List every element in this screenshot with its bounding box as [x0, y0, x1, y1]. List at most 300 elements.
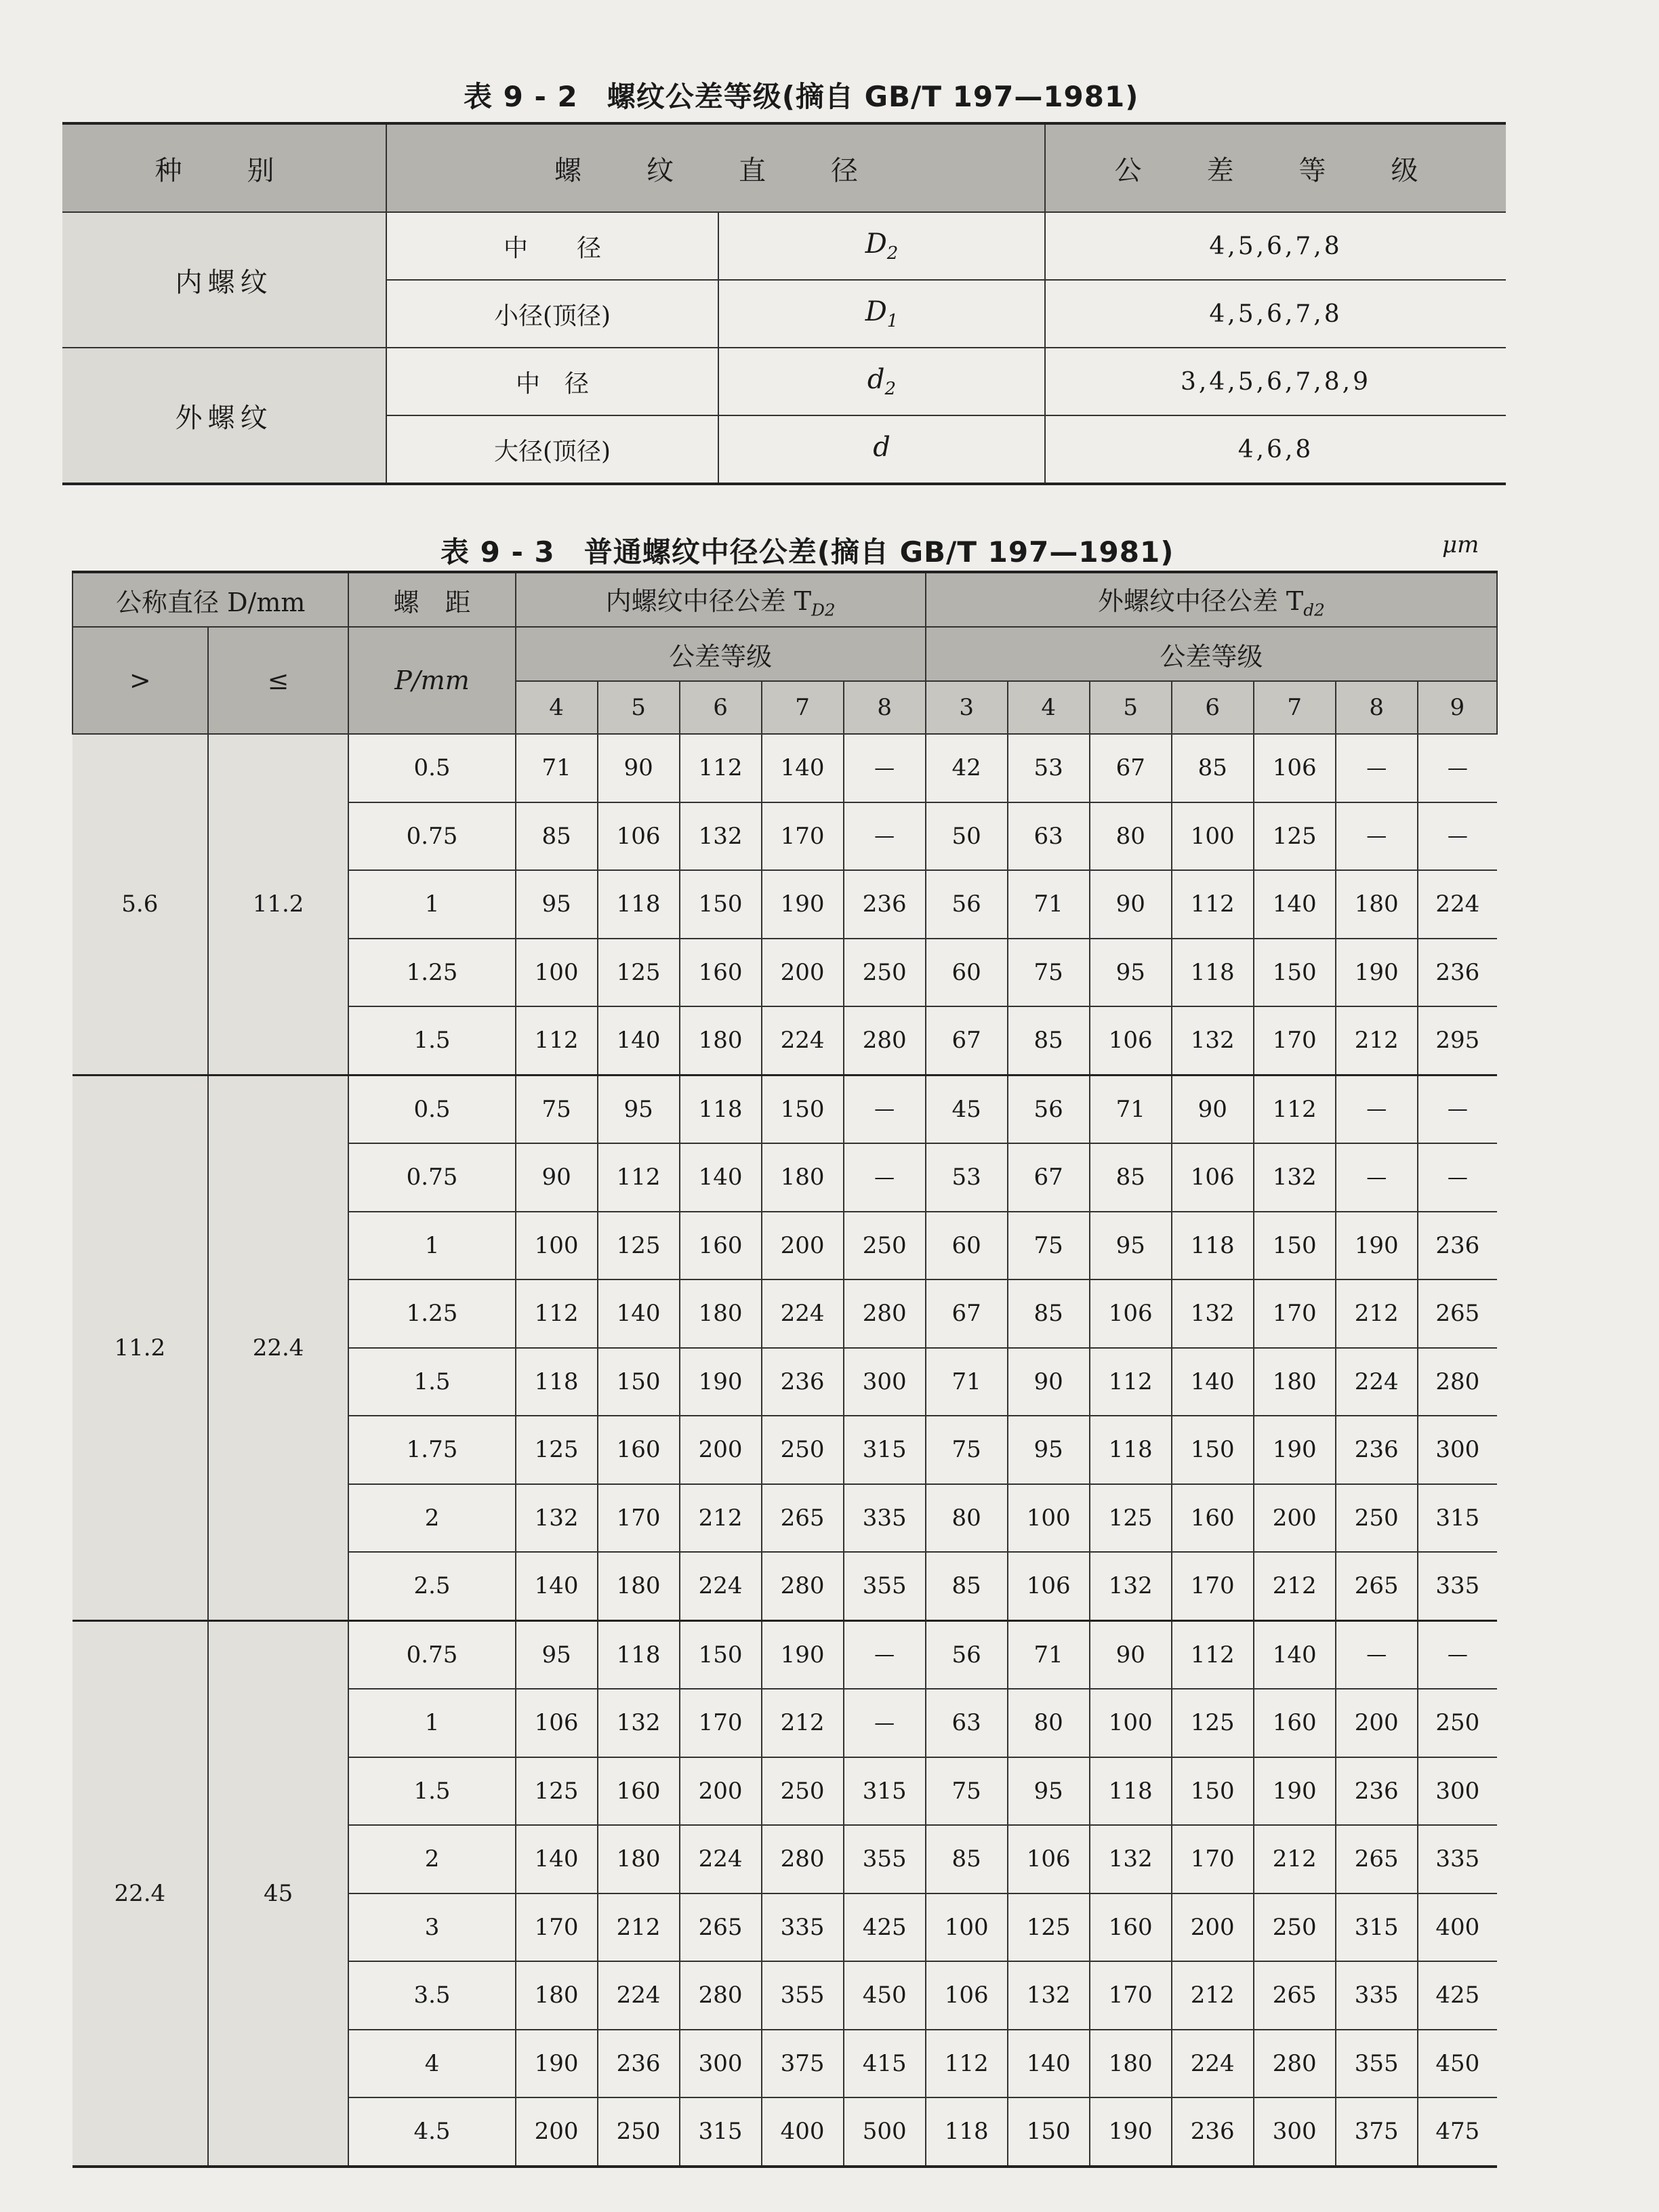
external-tolerance-value: 170	[1254, 1006, 1336, 1075]
external-grade-header: 9	[1418, 681, 1497, 734]
external-tolerance-value: 150	[1254, 939, 1336, 1007]
external-tolerance-value: 63	[1008, 802, 1090, 871]
external-tolerance-value: 335	[1336, 1961, 1418, 2030]
internal-tolerance-value: 280	[844, 1279, 926, 1348]
external-tolerance-value: 236	[1336, 1757, 1418, 1826]
diameter-upper-bound: 45	[208, 1620, 349, 2167]
external-tolerance-value: 112	[926, 2030, 1008, 2098]
external-tolerance-value: 118	[1172, 939, 1254, 1007]
external-tolerance-value: 160	[1090, 1893, 1172, 1962]
external-tolerance-value: 71	[1008, 1620, 1090, 1689]
external-tolerance-value: 150	[1254, 1212, 1336, 1280]
external-tolerance-value: 150	[1172, 1416, 1254, 1484]
thread-type-cell: 内螺纹	[62, 212, 386, 348]
external-tolerance-value: —	[1418, 734, 1497, 802]
diameter-upper-bound: 22.4	[208, 1075, 349, 1620]
internal-tolerance-value: 200	[680, 1416, 762, 1484]
internal-tolerance-value: 355	[844, 1552, 926, 1620]
internal-tolerance-value: 212	[680, 1484, 762, 1553]
external-tolerance-value: 95	[1090, 939, 1172, 1007]
external-tolerance-value: 85	[1172, 734, 1254, 802]
external-tolerance-value: 90	[1090, 1620, 1172, 1689]
external-tolerance-value: 45	[926, 1075, 1008, 1143]
internal-tolerance-value: 118	[680, 1075, 762, 1143]
pitch-cell: 1.5	[348, 1757, 515, 1826]
table-row	[62, 212, 1506, 280]
external-tolerance-value: 75	[926, 1757, 1008, 1826]
header-external-grade: 公差等级	[926, 627, 1497, 681]
internal-tolerance-value: 190	[762, 1620, 844, 1689]
internal-tolerance-value: 160	[680, 939, 762, 1007]
internal-tolerance-value: 112	[680, 734, 762, 802]
external-tolerance-value: 80	[926, 1484, 1008, 1553]
header-pitch-unit: P/mm	[348, 627, 515, 734]
external-tolerance-value: 75	[1008, 1212, 1090, 1280]
external-tolerance-value: 400	[1418, 1893, 1497, 1962]
external-tolerance-value: 236	[1418, 1212, 1497, 1280]
internal-tolerance-value: 250	[844, 939, 926, 1007]
external-tolerance-value: —	[1418, 1620, 1497, 1689]
internal-tolerance-value: 425	[844, 1893, 926, 1962]
internal-tolerance-value: 100	[516, 1212, 598, 1280]
pitch-cell: 1.25	[348, 939, 515, 1007]
internal-tolerance-value: 180	[598, 1552, 680, 1620]
internal-tolerance-value: 140	[680, 1143, 762, 1212]
internal-tolerance-value: 450	[844, 1961, 926, 2030]
diameter-lower-bound: 22.4	[73, 1620, 208, 2167]
tolerance-levels-cell: 4,6,8	[1045, 415, 1506, 484]
external-tolerance-value: 85	[1008, 1006, 1090, 1075]
external-tolerance-value: 106	[926, 1961, 1008, 2030]
internal-tolerance-value: 95	[516, 1620, 598, 1689]
external-tolerance-value: 85	[1090, 1143, 1172, 1212]
external-tolerance-value: 100	[926, 1893, 1008, 1962]
internal-tolerance-value: 106	[516, 1689, 598, 1757]
internal-tolerance-value: 112	[516, 1279, 598, 1348]
table-row	[73, 1620, 1497, 1689]
external-tolerance-value: 95	[1090, 1212, 1172, 1280]
pitch-cell: 1.25	[348, 1279, 515, 1348]
external-tolerance-value: 180	[1336, 870, 1418, 939]
internal-tolerance-value: 150	[762, 1075, 844, 1143]
header-internal-grade: 公差等级	[516, 627, 926, 681]
internal-grade-header: 6	[680, 681, 762, 734]
internal-tolerance-value: 180	[680, 1006, 762, 1075]
external-tolerance-value: 56	[926, 870, 1008, 939]
internal-tolerance-value: 265	[762, 1484, 844, 1553]
internal-tolerance-value: 140	[516, 1825, 598, 1893]
internal-tolerance-value: 250	[598, 2097, 680, 2167]
pitch-cell: 2.5	[348, 1552, 515, 1620]
internal-tolerance-value: 500	[844, 2097, 926, 2167]
pitch-cell: 4.5	[348, 2097, 515, 2167]
symbol-letter: D	[865, 228, 887, 260]
external-grade-header: 5	[1090, 681, 1172, 734]
internal-tolerance-value: 236	[598, 2030, 680, 2098]
external-tolerance-value: 150	[1008, 2097, 1090, 2167]
internal-tolerance-value: 355	[762, 1961, 844, 2030]
internal-tolerance-value: 250	[762, 1757, 844, 1826]
external-tolerance-value: 112	[1172, 1620, 1254, 1689]
external-tolerance-value: —	[1418, 802, 1497, 871]
internal-tolerance-value: 160	[598, 1757, 680, 1826]
diameter-symbol-cell	[718, 212, 1045, 280]
table-9-3	[72, 571, 1498, 2168]
internal-tolerance-value: 170	[762, 802, 844, 871]
external-tolerance-value: 95	[1008, 1416, 1090, 1484]
external-tolerance-value: 140	[1254, 870, 1336, 939]
external-tolerance-value: 190	[1254, 1416, 1336, 1484]
pitch-cell: 3	[348, 1893, 515, 1962]
external-tolerance-value: 236	[1336, 1416, 1418, 1484]
internal-tolerance-value: 200	[680, 1757, 762, 1826]
external-tolerance-value: 125	[1172, 1689, 1254, 1757]
internal-tolerance-value: —	[844, 1075, 926, 1143]
pitch-cell: 1.5	[348, 1348, 515, 1416]
pitch-cell: 2	[348, 1484, 515, 1553]
external-tolerance-value: 212	[1254, 1552, 1336, 1620]
internal-tolerance-value: 180	[762, 1143, 844, 1212]
internal-tolerance-value: 140	[598, 1279, 680, 1348]
external-tolerance-value: 90	[1008, 1348, 1090, 1416]
internal-tolerance-value: 95	[598, 1075, 680, 1143]
header-external-tolerance	[926, 572, 1497, 627]
pitch-cell: 0.75	[348, 1143, 515, 1212]
external-tolerance-value: 212	[1254, 1825, 1336, 1893]
external-tolerance-value: —	[1336, 734, 1418, 802]
internal-tolerance-value: 125	[516, 1757, 598, 1826]
thread-type-cell: 外螺纹	[62, 348, 386, 484]
external-tolerance-value: 236	[1418, 939, 1497, 1007]
external-tolerance-value: 190	[1336, 1212, 1418, 1280]
pitch-cell: 1.75	[348, 1416, 515, 1484]
external-tolerance-value: 71	[926, 1348, 1008, 1416]
pitch-cell: 1	[348, 1689, 515, 1757]
external-tolerance-value: —	[1336, 1143, 1418, 1212]
external-tolerance-value: 335	[1418, 1552, 1497, 1620]
external-tolerance-value: 280	[1418, 1348, 1497, 1416]
external-tolerance-value: 180	[1254, 1348, 1336, 1416]
header-tolerance-grade: 公 差 等 级	[1045, 123, 1506, 212]
external-tolerance-value: 75	[926, 1416, 1008, 1484]
internal-tolerance-value: 95	[516, 870, 598, 939]
internal-tolerance-value: 280	[762, 1825, 844, 1893]
external-tolerance-value: 85	[926, 1552, 1008, 1620]
tolerance-levels-cell: 4,5,6,7,8	[1045, 280, 1506, 348]
internal-tolerance-value: 90	[598, 734, 680, 802]
internal-tolerance-value: 160	[598, 1416, 680, 1484]
internal-tolerance-value: 170	[598, 1484, 680, 1553]
external-tolerance-value: 212	[1336, 1006, 1418, 1075]
internal-tolerance-value: 90	[516, 1143, 598, 1212]
external-tolerance-value: 118	[926, 2097, 1008, 2167]
internal-grade-header: 4	[516, 681, 598, 734]
table-row	[62, 348, 1506, 415]
external-tolerance-value: 53	[926, 1143, 1008, 1212]
external-tolerance-value: 95	[1008, 1757, 1090, 1826]
external-tolerance-value: 132	[1008, 1961, 1090, 2030]
symbol-subscript: 2	[884, 379, 897, 399]
internal-tolerance-value: 112	[598, 1143, 680, 1212]
internal-tolerance-value: 106	[598, 802, 680, 871]
external-tolerance-value: 280	[1254, 2030, 1336, 2098]
external-tolerance-value: 63	[926, 1689, 1008, 1757]
internal-tolerance-value: 224	[680, 1552, 762, 1620]
external-tolerance-value: 42	[926, 734, 1008, 802]
internal-tolerance-value: 118	[598, 870, 680, 939]
pitch-cell: 0.5	[348, 734, 515, 802]
external-tolerance-value: 90	[1172, 1075, 1254, 1143]
external-tolerance-value: 67	[926, 1279, 1008, 1348]
external-tolerance-value: 250	[1418, 1689, 1497, 1757]
external-tolerance-value: —	[1336, 1075, 1418, 1143]
external-tolerance-value: 80	[1008, 1689, 1090, 1757]
internal-grade-header: 8	[844, 681, 926, 734]
header-pitch: 螺 距	[348, 572, 515, 627]
diameter-lower-bound: 11.2	[73, 1075, 208, 1620]
external-tolerance-value: 80	[1090, 802, 1172, 871]
symbol-letter: d	[873, 432, 890, 463]
external-grade-header: 3	[926, 681, 1008, 734]
internal-tolerance-value: 280	[844, 1006, 926, 1075]
external-tolerance-value: 60	[926, 939, 1008, 1007]
external-tolerance-value: 170	[1172, 1825, 1254, 1893]
external-tolerance-value: 106	[1254, 734, 1336, 802]
internal-tolerance-value: 236	[844, 870, 926, 939]
internal-tolerance-value: 71	[516, 734, 598, 802]
external-tolerance-value: 190	[1090, 2097, 1172, 2167]
header-diameter: 螺 纹 直 径	[386, 123, 1045, 212]
external-tolerance-value: 112	[1172, 870, 1254, 939]
external-tolerance-value: 170	[1172, 1552, 1254, 1620]
header-external-text: 外螺纹中径公差 T	[1097, 586, 1304, 616]
header-less-equal: ≤	[208, 627, 349, 734]
internal-tolerance-value: 190	[762, 870, 844, 939]
internal-tolerance-value: 170	[680, 1689, 762, 1757]
pitch-cell: 3.5	[348, 1961, 515, 2030]
external-tolerance-value: 60	[926, 1212, 1008, 1280]
internal-tolerance-value: 415	[844, 2030, 926, 2098]
pitch-cell: 2	[348, 1825, 515, 1893]
external-tolerance-value: 100	[1090, 1689, 1172, 1757]
external-tolerance-value: —	[1336, 1620, 1418, 1689]
external-tolerance-value: 106	[1008, 1825, 1090, 1893]
diameter-name-cell: 中 径	[386, 348, 718, 415]
external-tolerance-value: 315	[1336, 1893, 1418, 1962]
external-tolerance-value: 250	[1254, 1893, 1336, 1962]
external-tolerance-value: 224	[1336, 1348, 1418, 1416]
internal-tolerance-value: 180	[680, 1279, 762, 1348]
internal-tolerance-value: 140	[762, 734, 844, 802]
external-tolerance-value: 300	[1418, 1757, 1497, 1826]
external-tolerance-value: 100	[1172, 802, 1254, 871]
external-tolerance-value: 355	[1336, 2030, 1418, 2098]
header-internal-text: 内螺纹中径公差 T	[605, 586, 812, 616]
header-nominal-diameter: 公称直径 D/mm	[73, 572, 348, 627]
external-tolerance-value: 67	[1090, 734, 1172, 802]
external-grade-header: 7	[1254, 681, 1336, 734]
pitch-cell: 4	[348, 2030, 515, 2098]
external-grade-header: 8	[1336, 681, 1418, 734]
header-internal-tolerance	[516, 572, 926, 627]
external-grade-header: 4	[1008, 681, 1090, 734]
internal-tolerance-value: 400	[762, 2097, 844, 2167]
external-tolerance-value: 106	[1090, 1006, 1172, 1075]
external-tolerance-value: 425	[1418, 1961, 1497, 2030]
external-tolerance-value: 265	[1254, 1961, 1336, 2030]
external-tolerance-value: 224	[1418, 870, 1497, 939]
header-internal-sub: D2	[811, 600, 836, 620]
external-tolerance-value: 212	[1172, 1961, 1254, 2030]
external-tolerance-value: 140	[1008, 2030, 1090, 2098]
external-tolerance-value: —	[1336, 802, 1418, 871]
internal-tolerance-value: 224	[762, 1006, 844, 1075]
internal-tolerance-value: 132	[598, 1689, 680, 1757]
external-tolerance-value: 106	[1172, 1143, 1254, 1212]
external-tolerance-value: 200	[1172, 1893, 1254, 1962]
pitch-cell: 1	[348, 870, 515, 939]
internal-tolerance-value: 118	[598, 1620, 680, 1689]
diameter-symbol-cell	[718, 415, 1045, 484]
external-tolerance-value: 132	[1254, 1143, 1336, 1212]
internal-tolerance-value: 375	[762, 2030, 844, 2098]
internal-tolerance-value: —	[844, 802, 926, 871]
external-tolerance-value: 190	[1254, 1757, 1336, 1826]
table-9-2	[62, 122, 1506, 485]
internal-tolerance-value: 132	[516, 1484, 598, 1553]
external-tolerance-value: 71	[1008, 870, 1090, 939]
symbol-letter: d	[867, 364, 885, 395]
external-tolerance-value: 375	[1336, 2097, 1418, 2167]
external-tolerance-value: 170	[1254, 1279, 1336, 1348]
internal-tolerance-value: 335	[762, 1893, 844, 1962]
external-tolerance-value: 125	[1254, 802, 1336, 871]
external-tolerance-value: 475	[1418, 2097, 1497, 2167]
external-tolerance-value: 75	[1008, 939, 1090, 1007]
internal-tolerance-value: 315	[844, 1416, 926, 1484]
internal-tolerance-value: 125	[598, 1212, 680, 1280]
diameter-symbol-cell	[718, 348, 1045, 415]
external-tolerance-value: 190	[1336, 939, 1418, 1007]
internal-tolerance-value: 100	[516, 939, 598, 1007]
pitch-cell: 0.75	[348, 802, 515, 871]
diameter-upper-bound: 11.2	[208, 734, 349, 1075]
internal-tolerance-value: —	[844, 1689, 926, 1757]
internal-tolerance-value: 250	[844, 1212, 926, 1280]
external-tolerance-value: 132	[1090, 1825, 1172, 1893]
external-tolerance-value: 50	[926, 802, 1008, 871]
external-tolerance-value: 132	[1172, 1006, 1254, 1075]
internal-tolerance-value: 224	[762, 1279, 844, 1348]
internal-tolerance-value: 200	[762, 1212, 844, 1280]
symbol-subscript: 2	[886, 243, 899, 264]
internal-tolerance-value: —	[844, 1620, 926, 1689]
external-tolerance-value: 85	[1008, 1279, 1090, 1348]
external-tolerance-value: 100	[1008, 1484, 1090, 1553]
external-tolerance-value: 170	[1090, 1961, 1172, 2030]
external-tolerance-value: 160	[1254, 1689, 1336, 1757]
internal-tolerance-value: 315	[844, 1757, 926, 1826]
table-9-3-unit: μm	[1442, 531, 1479, 558]
external-tolerance-value: 67	[926, 1006, 1008, 1075]
header-type: 种 别	[62, 123, 386, 212]
external-tolerance-value: 125	[1090, 1484, 1172, 1553]
internal-tolerance-value: 200	[762, 939, 844, 1007]
internal-tolerance-value: 140	[598, 1006, 680, 1075]
table-row	[73, 734, 1497, 802]
external-tolerance-value: —	[1418, 1075, 1497, 1143]
internal-grade-header: 7	[762, 681, 844, 734]
internal-tolerance-value: 315	[680, 2097, 762, 2167]
internal-tolerance-value: 212	[598, 1893, 680, 1962]
external-tolerance-value: 315	[1418, 1484, 1497, 1553]
internal-tolerance-value: 200	[516, 2097, 598, 2167]
table-9-2-title: 表 9 - 2 螺纹公差等级(摘自 GB/T 197—1981)	[464, 80, 1139, 113]
internal-tolerance-value: 125	[516, 1416, 598, 1484]
internal-tolerance-value: 85	[516, 802, 598, 871]
external-tolerance-value: 300	[1418, 1416, 1497, 1484]
internal-tolerance-value: 118	[516, 1348, 598, 1416]
table-row	[73, 1075, 1497, 1143]
external-tolerance-value: 450	[1418, 2030, 1497, 2098]
external-tolerance-value: 265	[1336, 1825, 1418, 1893]
external-tolerance-value: 140	[1254, 1620, 1336, 1689]
internal-grade-header: 5	[598, 681, 680, 734]
external-tolerance-value: 71	[1090, 1075, 1172, 1143]
external-tolerance-value: 67	[1008, 1143, 1090, 1212]
external-tolerance-value: 90	[1090, 870, 1172, 939]
diameter-name-cell: 大径(顶径)	[386, 415, 718, 484]
internal-tolerance-value: —	[844, 1143, 926, 1212]
table-9-3-title: 表 9 - 3 普通螺纹中径公差(摘自 GB/T 197—1981)	[441, 535, 1174, 569]
internal-tolerance-value: 112	[516, 1006, 598, 1075]
pitch-cell: 0.75	[348, 1620, 515, 1689]
internal-tolerance-value: 150	[680, 1620, 762, 1689]
internal-tolerance-value: 75	[516, 1075, 598, 1143]
external-tolerance-value: 236	[1172, 2097, 1254, 2167]
internal-tolerance-value: 224	[680, 1825, 762, 1893]
external-tolerance-value: 85	[926, 1825, 1008, 1893]
internal-tolerance-value: 180	[516, 1961, 598, 2030]
external-tolerance-value: 118	[1172, 1212, 1254, 1280]
external-tolerance-value: 106	[1090, 1279, 1172, 1348]
external-tolerance-value: 56	[1008, 1075, 1090, 1143]
header-external-sub: d2	[1303, 600, 1325, 620]
external-tolerance-value: 250	[1336, 1484, 1418, 1553]
tolerance-levels-cell: 3,4,5,6,7,8,9	[1045, 348, 1506, 415]
symbol-subscript: 1	[886, 311, 899, 331]
diameter-name-cell: 小径(顶径)	[386, 280, 718, 348]
internal-tolerance-value: 125	[598, 939, 680, 1007]
pitch-cell: 1	[348, 1212, 515, 1280]
external-tolerance-value: 300	[1254, 2097, 1336, 2167]
external-tolerance-value: 112	[1254, 1075, 1336, 1143]
external-tolerance-value: 140	[1172, 1348, 1254, 1416]
diameter-name-cell: 中 径	[386, 212, 718, 280]
external-tolerance-value: 224	[1172, 2030, 1254, 2098]
symbol-letter: D	[865, 296, 887, 327]
internal-tolerance-value: 150	[680, 870, 762, 939]
header-greater-than: >	[73, 627, 208, 734]
external-tolerance-value: 56	[926, 1620, 1008, 1689]
external-tolerance-value: 125	[1008, 1893, 1090, 1962]
internal-tolerance-value: 300	[844, 1348, 926, 1416]
external-tolerance-value: 265	[1418, 1279, 1497, 1348]
pitch-cell: 1.5	[348, 1006, 515, 1075]
external-tolerance-value: 200	[1254, 1484, 1336, 1553]
internal-tolerance-value: 190	[516, 2030, 598, 2098]
internal-tolerance-value: 170	[516, 1893, 598, 1962]
